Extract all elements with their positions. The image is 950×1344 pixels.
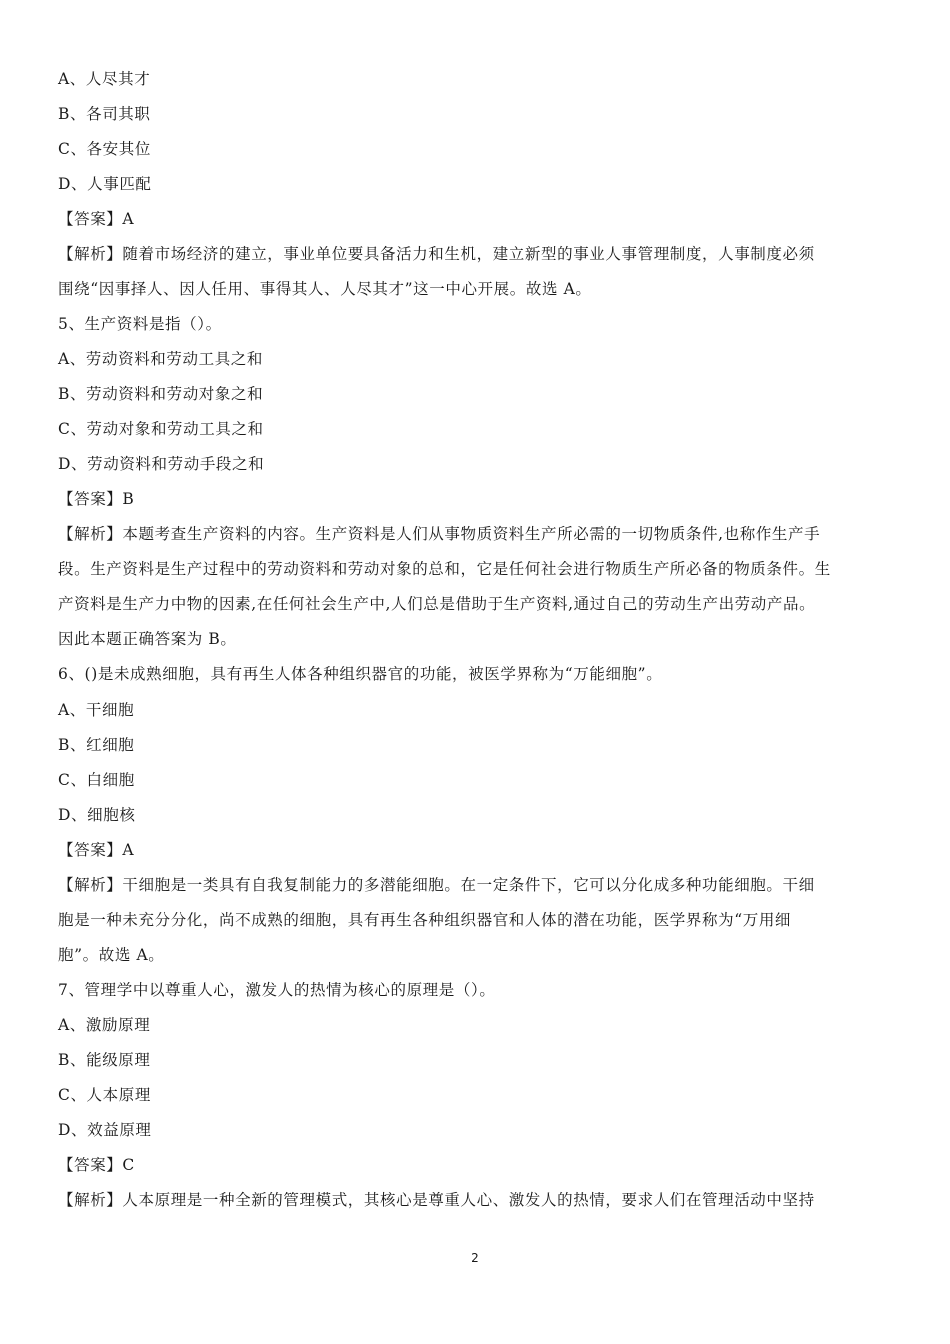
q5-option-a: A、劳动资料和劳动工具之和	[58, 350, 263, 368]
q6-answer: 【答案】A	[58, 841, 135, 859]
q4-option-a: A、人尽其才	[58, 70, 151, 88]
q5-analysis-line: 【解析】本题考查生产资料的内容。生产资料是人们从事物质资料生产所必需的一切物质条件,也称作生产手	[58, 525, 821, 543]
q5-answer: 【答案】B	[58, 490, 135, 508]
q5-analysis-line: 产资料是生产力中物的因素,在任何社会生产中,人们总是借助于生产资料,通过自己的劳动生产出劳动产品。	[58, 595, 816, 613]
q5-option-d: D、劳动资料和劳动手段之和	[58, 455, 265, 473]
q4-option-c: C、各安其位	[58, 140, 151, 158]
q5-question: 5、生产资料是指（）。	[58, 315, 222, 333]
q7-analysis	[58, 1183, 894, 1218]
q7-analysis-line: 【解析】人本原理是一种全新的管理模式，其核心是尊重人心、激发人的热情，要求人们在管理活动中坚持	[58, 1191, 815, 1209]
q6-question: 6、()是未成熟细胞，具有再生人体各种组织器官的功能，被医学界称为“万能细胞”。	[58, 665, 663, 683]
q6-analysis-line: 【解析】干细胞是一类具有自我复制能力的多潜能细胞。在一定条件下，它可以分化成多种功能细胞。干细	[58, 876, 815, 894]
q6-option-c: C、白细胞	[58, 771, 135, 789]
q4-analysis	[58, 237, 894, 307]
q5-analysis	[58, 517, 894, 657]
q7-option-b: B、能级原理	[58, 1051, 151, 1069]
q7-answer: 【答案】C	[58, 1156, 135, 1174]
q6-option-d: D、细胞核	[58, 806, 136, 824]
q6-analysis	[58, 868, 894, 973]
q7-option-c: C、人本原理	[58, 1086, 151, 1104]
q6-analysis-line: 胞”。故选 A。	[58, 946, 165, 964]
q6-option-b: B、红细胞	[58, 736, 135, 754]
q4-analysis-line: 【解析】随着市场经济的建立，事业单位要具备活力和生机，建立新型的事业人事管理制度，人事制度必须	[58, 245, 815, 263]
q4-option-d: D、人事匹配	[58, 175, 152, 193]
q5-analysis-line: 段。生产资料是生产过程中的劳动资料和劳动对象的总和，它是任何社会进行物质生产所必备的物质条件。生	[58, 560, 831, 578]
q6-analysis-line: 胞是一种未充分分化，尚不成熟的细胞，具有再生各种组织器官和人体的潜在功能，医学界称为“万用细	[58, 911, 792, 929]
q4-analysis-line: 围绕“因事择人、因人任用、事得其人、人尽其才”这一中心开展。故选 A。	[58, 280, 592, 298]
q4-answer: 【答案】A	[58, 210, 135, 228]
q7-question: 7、管理学中以尊重人心，激发人的热情为核心的原理是（）。	[58, 981, 496, 999]
q4-option-b: B、各司其职	[58, 105, 151, 123]
q7-option-a: A、激励原理	[58, 1016, 151, 1034]
page-number: 2	[471, 1251, 479, 1265]
q6-option-a: A、干细胞	[58, 701, 135, 719]
q5-analysis-line: 因此本题正确答案为 B。	[58, 630, 237, 648]
q7-option-d: D、效益原理	[58, 1121, 152, 1139]
q5-option-c: C、劳动对象和劳动工具之和	[58, 420, 264, 438]
q5-option-b: B、劳动资料和劳动对象之和	[58, 385, 264, 403]
